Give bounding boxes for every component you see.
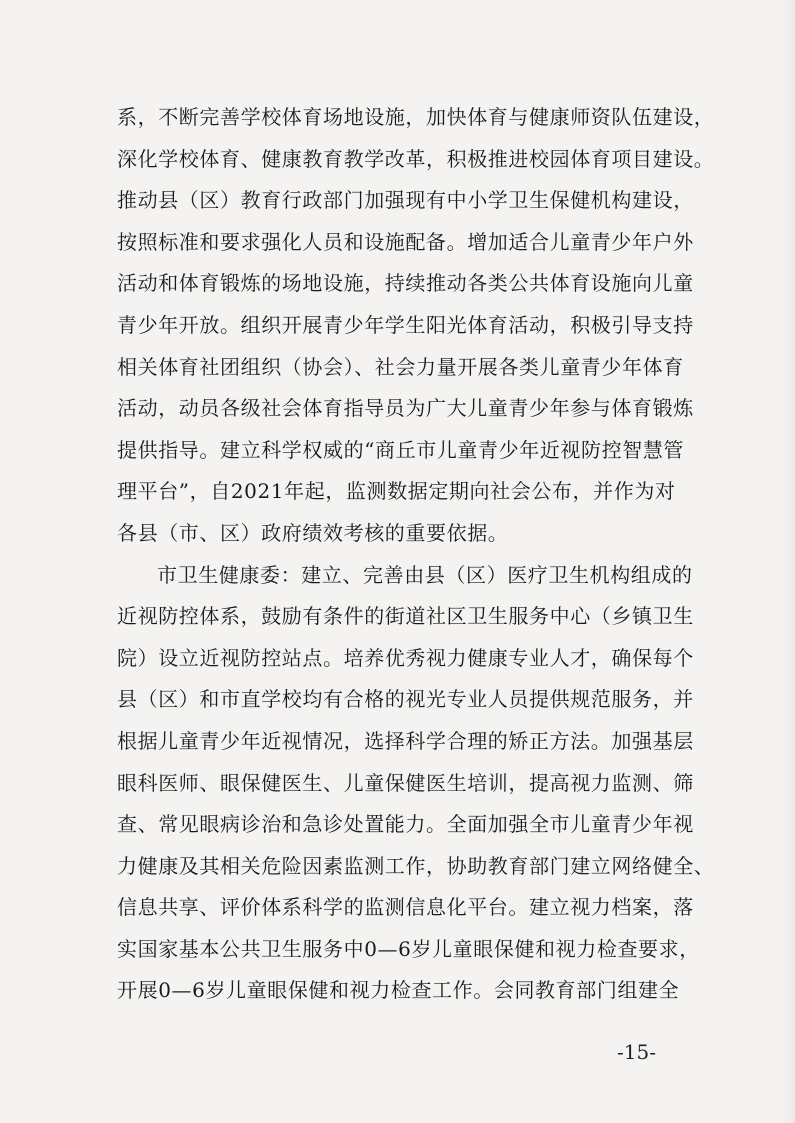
text-line: 根据儿童青少年近视情况，选择科学合理的矫正方法。加强基层 <box>117 728 694 753</box>
text-line: 各县（市、区）政府绩效考核的重要依据。 <box>117 520 509 545</box>
text-line: 系，不断完善学校体育场地设施，加快体育与健康师资队伍建设， <box>117 105 715 129</box>
text-line: 县（区）和市直学校均有合格的视光专业人员提供规范服务，并 <box>117 687 694 712</box>
body-text <box>117 97 715 1012</box>
text-line: 查、常见眼病诊治和急诊处置能力。全面加强全市儿童青少年视 <box>117 812 694 837</box>
text-line: 信息共享、评价体系科学的监测信息化平台。建立视力档案，落 <box>117 895 694 920</box>
text-line: 实国家基本公共卫生服务中0—6岁儿童眼保健和视力检查要求， <box>117 936 700 961</box>
text-line: 按照标准和要求强化人员和设施配备。增加适合儿童青少年户外 <box>117 229 694 254</box>
page-number: -15- <box>617 1040 656 1064</box>
text-line: 力健康及其相关危险因素监测工作，协助教育部门建立网络健全、 <box>117 853 715 878</box>
text-line: 院）设立近视防控站点。培养优秀视力健康专业人才，确保每个 <box>117 645 694 670</box>
text-line: 青少年开放。组织开展青少年学生阳光体育活动，积极引导支持 <box>117 312 694 337</box>
text-line: 理平台”，自2021年起，监测数据定期向社会公布，并作为对 <box>117 479 676 504</box>
text-line: 相关体育社团组织（协会）、社会力量开展各类儿童青少年体育 <box>117 354 684 379</box>
paragraph-start-line: 市卫生健康委：建立、完善由县（区）医疗卫生机构组成的 <box>157 562 693 587</box>
text-line: 开展0—6岁儿童眼保健和视力检查工作。会同教育部门组建全 <box>117 978 680 1003</box>
text-line: 活动，动员各级社会体育指导员为广大儿童青少年参与体育锻炼 <box>117 396 694 421</box>
text-line: 眼科医师、眼保健医生、儿童保健医生培训，提高视力监测、筛 <box>117 770 694 795</box>
text-line: 活动和体育锻炼的场地设施，持续推动各类公共体育设施向儿童 <box>117 271 694 296</box>
scan-edge-shadow <box>781 0 795 1123</box>
text-line: 提供指导。建立科学权威的“商丘市儿童青少年近视防控智慧管 <box>117 437 685 462</box>
text-line: 推动县（区）教育行政部门加强现有中小学卫生保健机构建设， <box>117 188 694 213</box>
text-line: 深化学校体育、健康教育教学改革，积极推进校园体育项目建设。 <box>117 146 715 171</box>
text-line: 近视防控体系，鼓励有条件的街道社区卫生服务中心（乡镇卫生 <box>117 604 694 629</box>
